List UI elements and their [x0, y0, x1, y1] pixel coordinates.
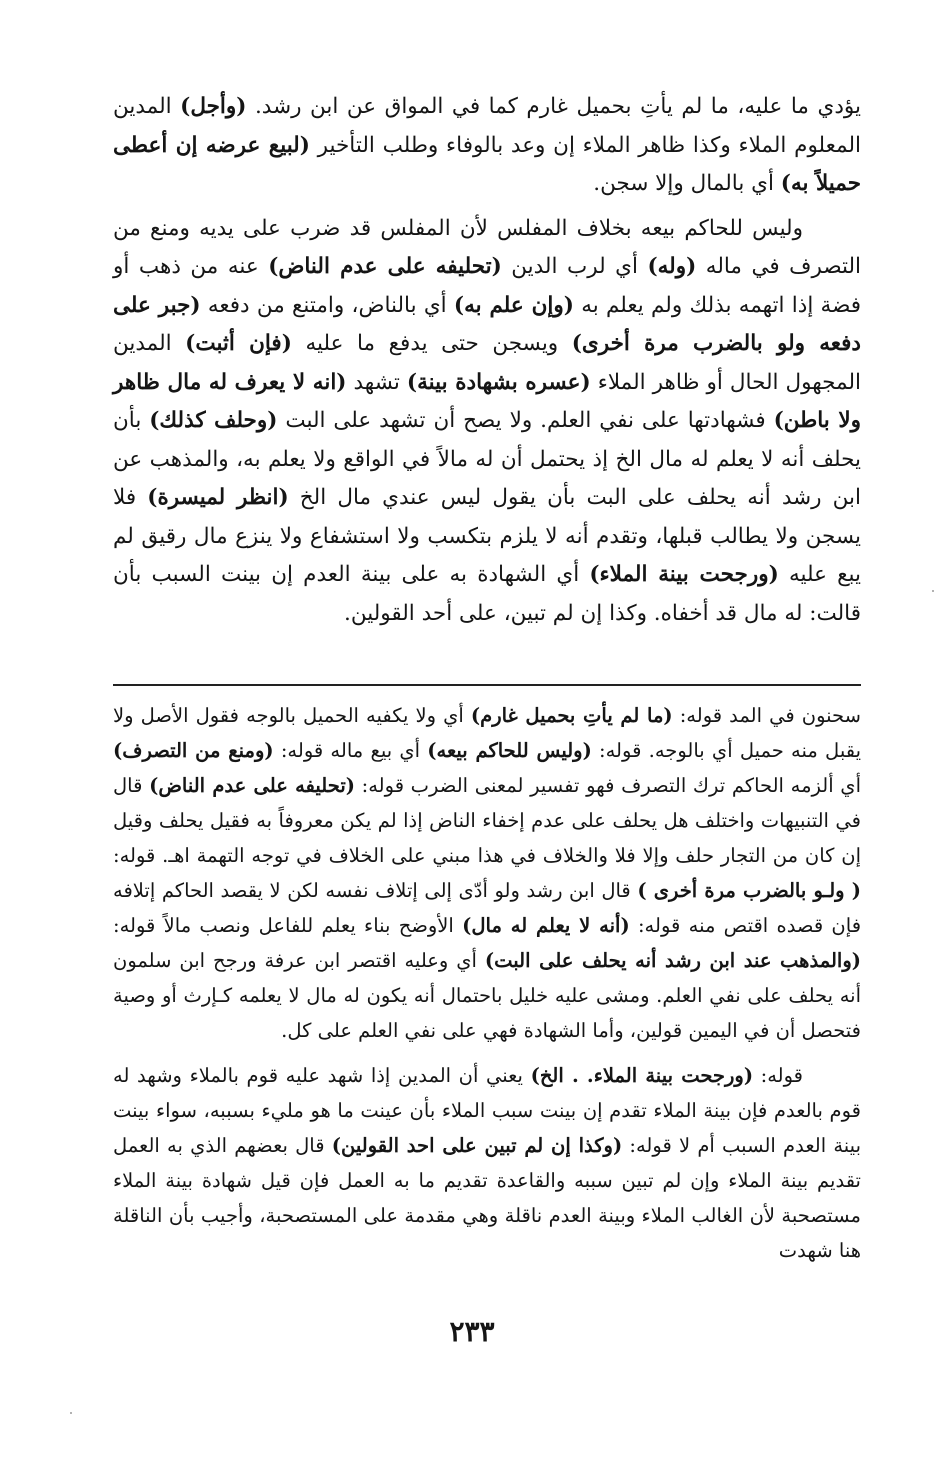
- scan-speck: [932, 590, 934, 592]
- bold-quote: (ما لم يأتِ بحميل غارم): [470, 704, 673, 727]
- bold-quote: (وحلف كذلك): [149, 408, 278, 433]
- bold-quote: (وأجل): [180, 94, 247, 119]
- bold-quote: (وليس للحاكم بيعه): [427, 739, 592, 762]
- bold-quote: (تحليفه على عدم الناض): [268, 254, 502, 279]
- bold-quote: (وكذا إن لم تبين على احد القولين): [331, 1134, 623, 1157]
- bold-quote: (ومنع من التصرف): [113, 739, 274, 762]
- bold-quote: (والمذهب عند ابن رشد أنه يحلف على البت): [484, 949, 861, 972]
- main-paragraph-2: وليس للحاكم بيعه بخلاف المفلس لأن المفلس قد ضرب على يديه ومنع من التصرف في ماله (وله) أي لرب الدين (تحليفه على عدم الناض) عنه من ذهب أو فضة إذا اتهمه بذلك ولم يعلم به (وإن علم به) أي بالناض، وامتنع من دفعه (جبر على دفعه ولو بالضرب مرة أخرى) ويسجن حتى يدفع ما عليه (فإن أثبت) المدين المجهول الحال أو ظاهر الملاء (عسره بشهادة بينة) تشهد (انه لا يعرف له مال ظاهر ولا باطن) فشهادتها على نفي العلم. ولا يصح أن تشهد على البت (وحلف كذلك) بأن يحلف أنه لا يعلم له مال الخ إذ يحتمل أن له مالاً في الواقع ولا يعلم به، والمذهب عن ابن رشد أنه يحلف على البت بأن يقول ليس عندي مال الخ (انظر لميسرة) فلا يسجن ولا يطالب قبلها، وتقدم أنه لا يلزم بتكسب ولا استشفاع ولا ينزع مال رقيق لم يبع عليه (ورجحت بينة الملاء) أي الشهادة به على بينة العدم إن بينت السبب بأن قالت: له مال قد أخفاه. وكذا إن لم تبين، على أحد القولين.: [113, 215, 862, 626]
- footnote-divider: [113, 684, 861, 686]
- main-paragraph-1: يؤدي ما عليه، ما لم يأتِ بحميل غارم كما في المواق عن ابن رشد. (وأجل) المدين المعلوم الملاء وكذا ظاهر الملاء إن وعد بالوفاء وطلب التأخير (لبيع عرضه إن أعطى حميلاً به) أي بالمال وإلا سجن.: [113, 94, 861, 196]
- bold-quote: (وله): [647, 254, 697, 279]
- scan-speck: [70, 1412, 72, 1414]
- page-number: ٢٣٣: [449, 1315, 495, 1348]
- main-text-block: [113, 88, 861, 633]
- bold-quote: (لبيع عرضه إن أعطى حميلاً به): [113, 132, 861, 196]
- bold-quote: (انه لا يعرف له مال ظاهر ولا باطن): [113, 369, 861, 433]
- bold-quote: (جبر على دفعه ولو بالضرب مرة أخرى): [113, 292, 861, 356]
- bold-quote: (ورجحت بينة الملاء. . الخ): [530, 1064, 754, 1087]
- commentary-block: [113, 698, 861, 1268]
- commentary-paragraph-2: قوله: (ورجحت بينة الملاء. . الخ) يعني أن المدين إذا شهد عليه قوم بالملاء وشهد له قوم بالعدم فإن بينة الملاء تقدم إن بينت سبب الملاء بأن عينت ما هو مليء بسببه، سواء بينت بينة العدم السبب أم لا قوله: (وكذا إن لم تبين على احد القولين) قال بعضهم الذي به العمل تقديم بينة الملاء وإن لم تبين سببه والقاعدة تقديم ما به العمل فإن قيل شهادة بينة الملاء مستصحبة لأن الغالب الملاء وبينة العدم ناقلة وهي مقدمة على المستصحبة، وأجيب بأن الناقلة هنا شهدت: [113, 1064, 861, 1262]
- bold-quote: (عسره بشهادة بينة): [406, 369, 591, 395]
- bold-quote: (ورجحت بينة الملاء): [589, 562, 779, 587]
- commentary-paragraph-1: سحنون في المد قوله: (ما لم يأتِ بحميل غارم) أي ولا يكفيه الحميل بالوجه فقول الأصل ولا يقبل منه حميل أي بالوجه. قوله: (وليس للحاكم بيعه) أي بيع ماله قوله: (ومنع من التصرف) أي ألزمه الحاكم ترك التصرف فهو تفسير لمعنى الضرب قوله: (تحليفه على عدم الناض) قال في التنبيهات واختلف هل يحلف على عدم إخفاء الناض إذا لم يكن معروفاً به فقيل يحلف وقيل إن كان من التجار حلف وإلا فلا والخلاف في هذا مبني على الخلاف في توجه التهمة اهـ. قوله: ( ولـو بالضرب مرة أخرى ) قال ابن رشد ولو أدّى إلى إتلاف نفسه لكن لا يقصد الحاكم إتلافه فإن قصده اقتص منه قوله: (أنه لا يعلم له مال) الأوضح بناء يعلم للفاعل ونصب مالاً قوله: (والمذهب عند ابن رشد أنه يحلف على البت) أي وعليه اقتصر ابن عرفة ورجح ابن سلمون أنه يحلف على نفي العلم. ومشى عليه خليل باحتمال أنه يكون له مال لا يعلمه كـإرث أو وصية فتحصل أن في اليمين قولين، وأما الشهادة فهي على نفي العلم على كل.: [113, 704, 862, 1042]
- bold-quote: (انظر لميسرة): [147, 485, 289, 510]
- bold-quote: (فإن أثبت): [185, 331, 292, 356]
- bold-quote: (أنه لا يعلم له مال): [462, 914, 630, 937]
- bold-quote: (تحليفه على عدم الناض): [149, 774, 355, 797]
- bold-quote: (وإن علم به): [453, 292, 574, 318]
- bold-quote: ( ولـو بالضرب مرة أخرى ): [637, 879, 861, 902]
